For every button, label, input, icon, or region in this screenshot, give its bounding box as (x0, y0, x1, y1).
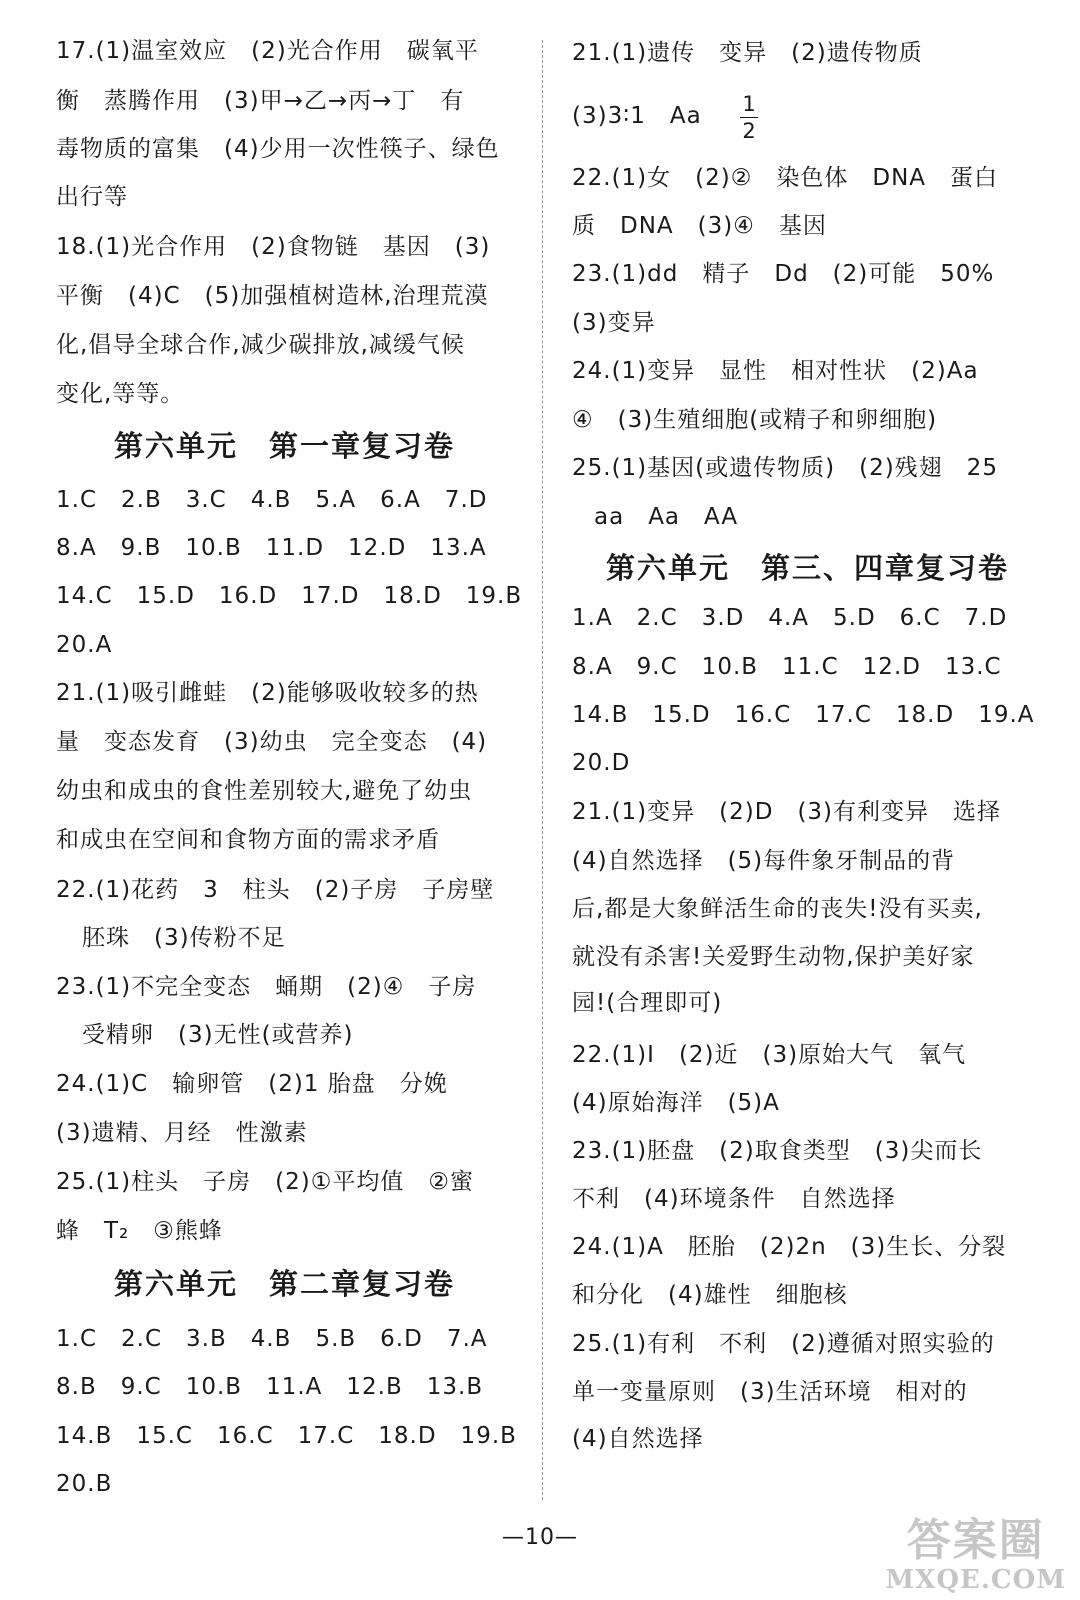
answer-line: 后,都是大象鲜活生命的丧失!没有买卖, (572, 896, 983, 922)
answer-line: 受精卵 (3)无性(或营养) (82, 1022, 354, 1048)
answer-line: 8.A 9.C 10.B 11.C 12.D 13.C (572, 654, 1002, 680)
answer-line: 变化,等等。 (56, 381, 185, 407)
fraction-denominator: 2 (742, 119, 756, 143)
answer-line: 20.D (572, 750, 631, 776)
fraction-one-half (740, 92, 758, 143)
answer-line: 25.(1)有利 不利 (2)遵循对照实验的 (572, 1331, 995, 1357)
fraction-bar (740, 117, 758, 118)
answer-line: 质 DNA (3)④ 基因 (572, 213, 827, 239)
section-heading-chapter-3-4: 第六单元 第三、四章复习卷 (606, 551, 1010, 585)
answer-line: (4)原始海洋 (5)A (572, 1090, 780, 1116)
answer-line: 14.B 15.D 16.C 17.C 18.D 19.A (572, 702, 1035, 728)
answer-line: 单一变量原则 (3)生活环境 相对的 (572, 1379, 968, 1405)
answer-line: 24.(1)变异 显性 相对性状 (2)Aa (572, 358, 979, 384)
answer-line: 20.B (56, 1471, 113, 1497)
answer-line: 平衡 (4)C (5)加强植树造林,治理荒漠 (56, 283, 489, 309)
answer-line: 21.(1)遗传 变异 (2)遗传物质 (572, 40, 923, 66)
answer-line: 1.C 2.B 3.C 4.B 5.A 6.A 7.D (56, 487, 488, 513)
answer-line: 23.(1)dd 精子 Dd (2)可能 50% (572, 261, 995, 287)
answer-line: 20.A (56, 632, 113, 658)
answer-line: 25.(1)柱头 子房 (2)①平均值 ②蜜 (56, 1169, 474, 1195)
answer-line: (4)自然选择 (572, 1426, 704, 1452)
answer-line: 1.A 2.C 3.D 4.A 5.D 6.C 7.D (572, 605, 1008, 631)
answer-line: 21.(1)变异 (2)D (3)有利变异 选择 (572, 799, 1002, 825)
page-number: —10— (502, 1525, 578, 1550)
answer-line: 14.B 15.C 16.C 17.C 18.D 19.B (56, 1423, 517, 1449)
answer-line: 22.(1)女 (2)② 染色体 DNA 蛋白 (572, 165, 999, 191)
answer-line: 22.(1)Ⅰ (2)近 (3)原始大气 氧气 (572, 1042, 967, 1068)
answer-line: 园!(合理即可) (572, 990, 723, 1016)
answer-line: 25.(1)基因(或遗传物质) (2)残翅 25 (572, 455, 998, 481)
answer-line: 24.(1)A 胚胎 (2)2n (3)生长、分裂 (572, 1234, 1007, 1260)
answer-line: 23.(1)不完全变态 蛹期 (2)④ 子房 (56, 974, 477, 1000)
answer-line: 和分化 (4)雄性 细胞核 (572, 1282, 848, 1308)
answer-line: 8.A 9.B 10.B 11.D 12.D 13.A (56, 535, 487, 561)
answer-line: 14.C 15.D 16.D 17.D 18.D 19.B (56, 583, 523, 609)
answer-line: 出行等 (56, 184, 128, 210)
answer-line: 量 变态发育 (3)幼虫 完全变态 (4) (56, 729, 488, 755)
answer-line: 24.(1)C 输卵管 (2)1 胎盘 分娩 (56, 1071, 448, 1097)
answer-line: 就没有杀害!关爱野生动物,保护美好家 (572, 944, 975, 970)
answer-line: aa Aa AA (594, 504, 739, 530)
answer-line: 不利 (4)环境条件 自然选择 (572, 1186, 896, 1212)
answer-line: 17.(1)温室效应 (2)光合作用 碳氧平 (56, 38, 479, 64)
answer-line: 1.C 2.C 3.B 4.B 5.B 6.D 7.A (56, 1326, 488, 1352)
answer-line: (4)自然选择 (5)每件象牙制品的背 (572, 848, 956, 874)
answer-line: (3)3∶1 Aa (572, 103, 702, 129)
answer-line: 衡 蒸腾作用 (3)甲→乙→丙→丁 有 (56, 88, 465, 114)
answer-line: 18.(1)光合作用 (2)食物链 基因 (3) (56, 234, 491, 260)
answer-line: 和成虫在空间和食物方面的需求矛盾 (56, 827, 440, 853)
answer-line: 8.B 9.C 10.B 11.A 12.B 13.B (56, 1374, 484, 1400)
answer-line: 蜂 T₂ ③熊蜂 (56, 1218, 223, 1244)
answer-line: ④ (3)生殖细胞(或精子和卵细胞) (572, 407, 938, 433)
answer-line: (3)变异 (572, 310, 656, 336)
answer-line: 22.(1)花药 3 柱头 (2)子房 子房壁 (56, 877, 495, 903)
watermark-logo (885, 1516, 1066, 1594)
watermark-url-text: MXQE.COM (885, 1565, 1066, 1595)
answer-line: 23.(1)胚盘 (2)取食类型 (3)尖而长 (572, 1138, 983, 1164)
answer-line: (3)遗精、月经 性激素 (56, 1120, 308, 1146)
answer-line: 毒物质的富集 (4)少用一次性筷子、绿色 (56, 136, 500, 162)
fraction-numerator: 1 (742, 92, 756, 116)
column-divider (542, 40, 543, 1500)
watermark-cn-text: 答案圈 (906, 1515, 1045, 1566)
section-heading-chapter-2: 第六单元 第二章复习卷 (114, 1267, 456, 1301)
section-heading-chapter-1: 第六单元 第一章复习卷 (114, 429, 456, 463)
answer-line: 21.(1)吸引雌蛙 (2)能够吸收较多的热 (56, 680, 479, 706)
answer-line: 胚珠 (3)传粉不足 (82, 925, 286, 951)
answer-line: 幼虫和成虫的食性差别较大,避免了幼虫 (56, 778, 473, 804)
answer-line: 化,倡导全球合作,减少碳排放,减缓气候 (56, 332, 465, 358)
